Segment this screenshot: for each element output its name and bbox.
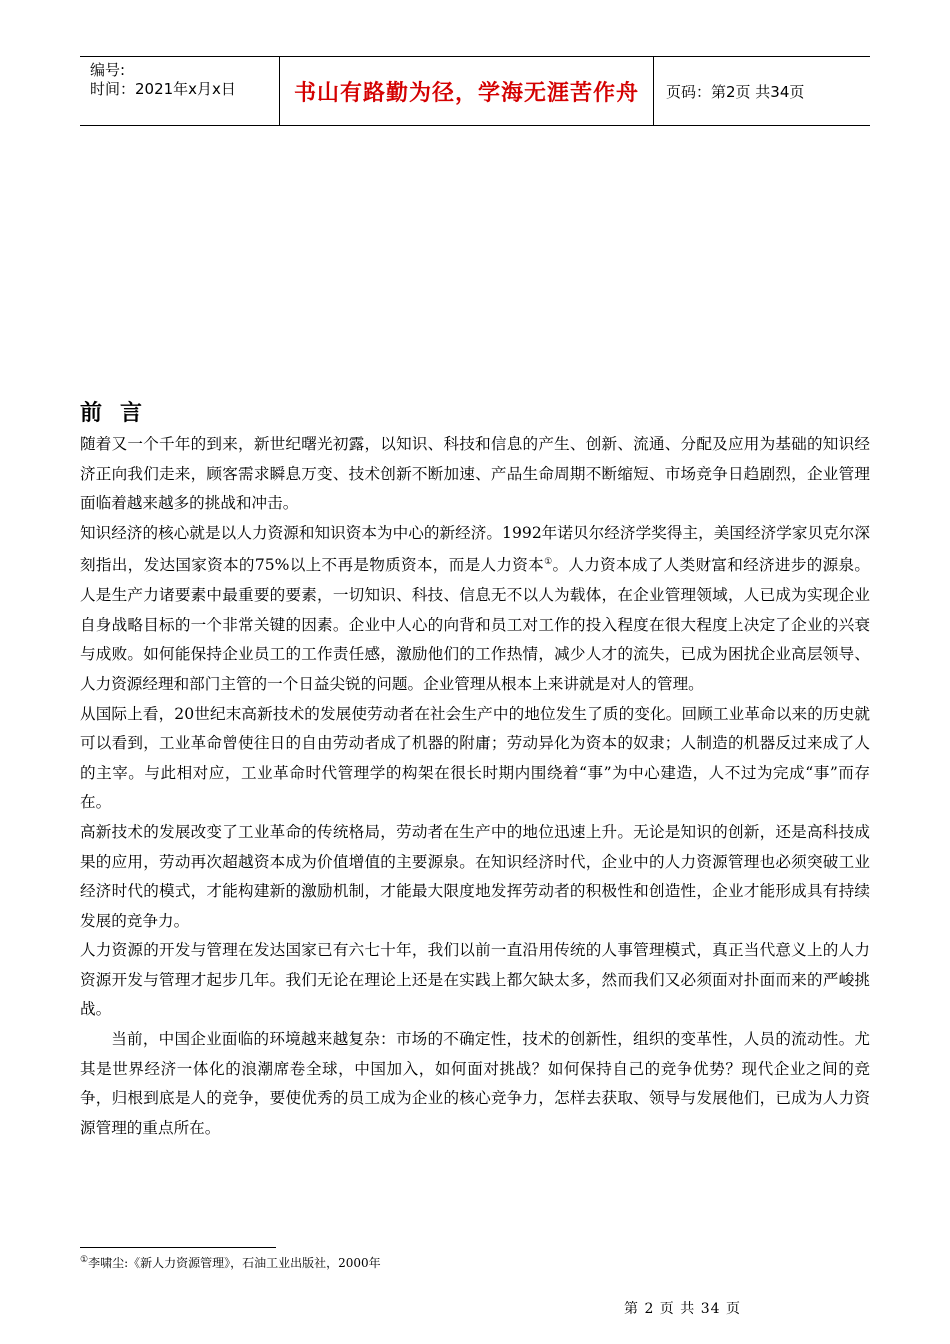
footnote bbox=[80, 1254, 381, 1271]
header-info-cell bbox=[80, 57, 280, 125]
paragraph-text: 知识经济的核心就是以人力资源和知识资本为中心的新经济。1992年诺贝尔经济学奖得主，美国经济学家贝克尔深刻指出，发达国家资本的75%以上不再是物质资本，而是人力资本 bbox=[80, 523, 870, 575]
body-content bbox=[80, 430, 870, 1143]
page-footer: 第 2 页 共 34 页 bbox=[624, 1301, 741, 1317]
footnote-divider bbox=[80, 1247, 276, 1248]
document-time-label: 时间：2021年x月x日 bbox=[90, 80, 236, 98]
page-number-label: 页码：第2页 共34页 bbox=[666, 82, 805, 101]
paragraph: 人力资源的开发与管理在发达国家已有六七十年，我们以前一直沿用传统的人事管理模式，真正当代意义上的人力资源开发与管理才起步几年。我们无论在理论上还是在实践上都欠缺太多，然而我们又必须面对扑面而来的严峻挑战。 bbox=[80, 941, 870, 1019]
header-page-cell bbox=[654, 57, 870, 125]
footnote-text: 李啸尘:《新人力资源管理》，石油工业出版社，2000年 bbox=[88, 1256, 381, 1270]
paragraph bbox=[80, 519, 870, 700]
paragraph: 当前，中国企业面临的环境越来越复杂：市场的不确定性，技术的创新性，组织的变革性，人员的流动性。尤其是世界经济一体化的浪潮席卷全球，中国加入，如何面对挑战？如何保持自己的竞争优势？现代企业之间的竞争，归根到底是人的竞争，要使优秀的员工成为企业的核心竞争力，怎样去获取、领导与发展他们，已成为人力资源管理的重点所在。 bbox=[80, 1030, 870, 1137]
page-header bbox=[80, 56, 870, 126]
paragraph: 高新技术的发展改变了工业革命的传统格局，劳动者在生产中的地位迅速上升。无论是知识的创新，还是高科技成果的应用，劳动再次超越资本成为价值增值的主要源泉。在知识经济时代，企业中的人力资源管理也必须突破工业经济时代的模式，才能构建新的激励机制，才能最大限度地发挥劳动者的积极性和创造性，企业才能形成具有持续发展的竞争力。 bbox=[80, 822, 870, 930]
footnote-mark: ① bbox=[80, 1255, 89, 1265]
document-number-label: 编号: bbox=[90, 61, 126, 79]
section-title: 前言 bbox=[80, 401, 161, 426]
paragraph: 随着又一个千年的到来，新世纪曙光初露，以知识、科技和信息的产生、创新、流通、分配及应用为基础的知识经济正向我们走来，顾客需求瞬息万变、技术创新不断加速、产品生命周期不断缩短、市场竞争日趋剧烈，企业管理面临着越来越多的挑战和冲击。 bbox=[80, 435, 870, 513]
paragraph-text: 。人力资本成了人类财富和经济进步的源泉。人是生产力诸要素中最重要的要素，一切知识、科技、信息无不以人为载体，在企业管理领域，人已成为实现企业自身战略目标的一个非常关键的因素。企业中人心的向背和员工对工作的投入程度在很大程度上决定了企业的兴衰与成败。如何能保持企业员工的工作责任感，激励他们的工作热情，减少人才的流失，已成为困扰企业高层领导、人力资源经理和部门主管的一个日益尖锐的问题。企业管理从根本上来讲就是对人的管理。 bbox=[80, 556, 870, 693]
footnote-reference[interactable]: ① bbox=[544, 557, 553, 568]
motto-text: 书山有路勤为径，学海无涯苦作舟 bbox=[293, 80, 639, 106]
header-motto-cell bbox=[280, 57, 654, 125]
paragraph: 从国际上看，20世纪末高新技术的发展使劳动者在社会生产中的地位发生了质的变化。回顾工业革命以来的历史就可以看到，工业革命曾使往日的自由劳动者成了机器的附庸；劳动异化为资本的奴隶；人制造的机器反过来成了人的主宰。与此相对应，工业革命时代管理学的构架在很长时期内围绕着“事”为中心建造，人不过为完成“事”而存在。 bbox=[80, 704, 870, 812]
